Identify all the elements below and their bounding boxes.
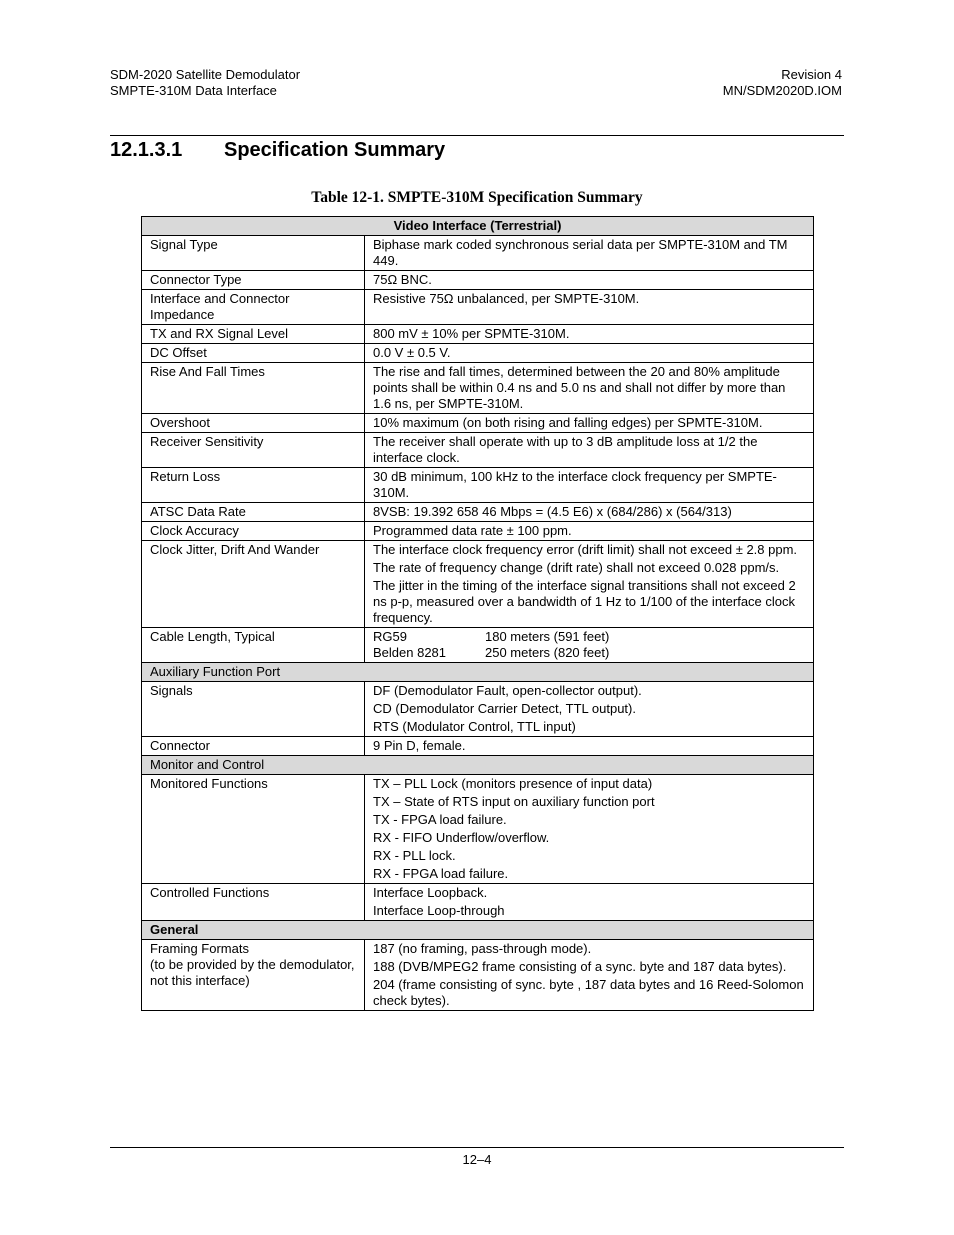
revision-label: Revision 4 [781,67,842,82]
row-label: Rise And Fall Times [142,363,365,414]
row-label: Receiver Sensitivity [142,433,365,468]
row-label: Monitored Functions [142,775,365,884]
jitter-paragraph: The jitter in the timing of the interface signal transitions shall not exceed 2 ns p-p, measured over a bandwidth of 1 Hz to 1/100 of the interface clock frequency. [373,578,796,625]
cable-length: 180 meters (591 feet) [485,629,610,644]
cable-type: Belden 8281 [373,645,447,660]
row-value [365,884,814,921]
table-section-row [142,663,814,682]
row-label: Signal Type [142,236,365,271]
list-item: Interface Loop-through [373,903,505,918]
row-label: ATSC Data Rate [142,503,365,522]
table-row [142,325,814,344]
list-item: DF (Demodulator Fault, open-collector output). [373,683,642,698]
document-subtitle: SMPTE-310M Data Interface [110,83,277,98]
section-header-general: General [142,921,814,940]
list-item: TX - FPGA load failure. [373,812,507,827]
section-heading [110,138,445,162]
page-number: 12–4 [462,1152,492,1167]
row-label: Signals [142,682,365,737]
table-row [142,522,814,541]
row-value: 0.0 V ± 0.5 V. [365,344,814,363]
row-value: Programmed data rate ± 100 ppm. [365,522,814,541]
table-row [142,541,814,628]
row-label: Controlled Functions [142,884,365,921]
list-item: RX - FIFO Underflow/overflow. [373,830,550,845]
table-row [142,271,814,290]
row-label: Connector Type [142,271,365,290]
section-title: Specification Summary [224,139,446,161]
row-label: Clock Accuracy [142,522,365,541]
header-rule [110,135,844,136]
row-label: Clock Jitter, Drift And Wander [142,541,365,628]
row-value: 30 dB minimum, 100 kHz to the interface clock frequency per SMPTE-310M. [365,468,814,503]
table-row [142,503,814,522]
row-label: Interface and Connector Impedance [142,290,365,325]
cable-entry [373,629,805,645]
row-value [365,628,814,663]
table-row [142,940,814,1011]
table-row [142,290,814,325]
section-number: 12.1.3.1 [110,139,183,161]
table-row [142,884,814,921]
framing-label: Framing Formats [150,941,249,956]
list-item: TX – PLL Lock (monitors presence of input data) [373,776,653,791]
table-row [142,363,814,414]
page-header-left [110,67,300,99]
row-label: DC Offset [142,344,365,363]
table-row [142,682,814,737]
table-section-row [142,217,814,236]
row-value [365,775,814,884]
list-item: Interface Loopback. [373,885,488,900]
table-row [142,737,814,756]
row-value: 9 Pin D, female. [365,737,814,756]
document-id: MN/SDM2020D.IOM [722,83,842,98]
row-value: 8VSB: 19.392 658 46 Mbps = (4.5 E6) x (684/286) x (564/313) [365,503,814,522]
list-item: RX - FPGA load failure. [373,866,509,881]
list-item: 188 (DVB/MPEG2 frame consisting of a sync. byte and 187 data bytes). [373,959,787,974]
list-item: TX – State of RTS input on auxiliary function port [373,794,655,809]
table-row [142,775,814,884]
table-section-row [142,921,814,940]
cable-type: RG59 [373,629,407,644]
cable-length: 250 meters (820 feet) [485,645,610,660]
jitter-paragraph: The interface clock frequency error (drift limit) shall not exceed ± 2.8 ppm. [373,542,798,557]
page-header-right [723,67,842,99]
row-value: 75Ω BNC. [365,271,814,290]
table-row [142,344,814,363]
row-label [142,940,365,1011]
document-title: SDM-2020 Satellite Demodulator [110,67,301,82]
row-value: 800 mV ± 10% per SPMTE-310M. [365,325,814,344]
section-header-aux: Auxiliary Function Port [142,663,814,682]
spec-table [141,216,814,1011]
section-header-video: Video Interface (Terrestrial) [142,217,814,236]
row-value: Resistive 75Ω unbalanced, per SMPTE-310M. [365,290,814,325]
row-label: TX and RX Signal Level [142,325,365,344]
section-header-monitor: Monitor and Control [142,756,814,775]
list-item: 204 (frame consisting of sync. byte , 187 data bytes and 16 Reed-Solomon check bytes). [373,977,804,1008]
cable-entry [373,645,805,661]
table-row [142,468,814,503]
list-item: RX - PLL lock. [373,848,456,863]
row-value [365,682,814,737]
list-item: RTS (Modulator Control, TTL input) [373,719,576,734]
row-value: Biphase mark coded synchronous serial data per SMPTE-310M and TM 449. [365,236,814,271]
list-item: 187 (no framing, pass-through mode). [373,941,592,956]
row-value [365,940,814,1011]
jitter-paragraph: The rate of frequency change (drift rate) shall not exceed 0.028 ppm/s. [373,560,780,575]
row-label: Return Loss [142,468,365,503]
row-label: Cable Length, Typical [142,628,365,663]
row-value: The receiver shall operate with up to 3 dB amplitude loss at 1/2 the interface clock. [365,433,814,468]
row-label: Connector [142,737,365,756]
table-row [142,236,814,271]
table-row [142,433,814,468]
table-caption: Table 12-1. SMPTE-310M Specification Summary [311,189,643,206]
list-item: CD (Demodulator Carrier Detect, TTL output). [373,701,636,716]
framing-note: (to be provided by the demodulator, not this interface) [150,957,355,988]
row-value: 10% maximum (on both rising and falling edges) per SPMTE-310M. [365,414,814,433]
table-row [142,414,814,433]
row-label: Overshoot [142,414,365,433]
table-row [142,628,814,663]
row-value: The rise and fall times, determined between the 20 and 80% amplitude points shall be within 0.4 ns and 5.0 ns and shall not differ by more than 1.6 ns, per SMPTE-310M. [365,363,814,414]
row-value [365,541,814,628]
footer-rule [110,1147,844,1148]
table-section-row [142,756,814,775]
